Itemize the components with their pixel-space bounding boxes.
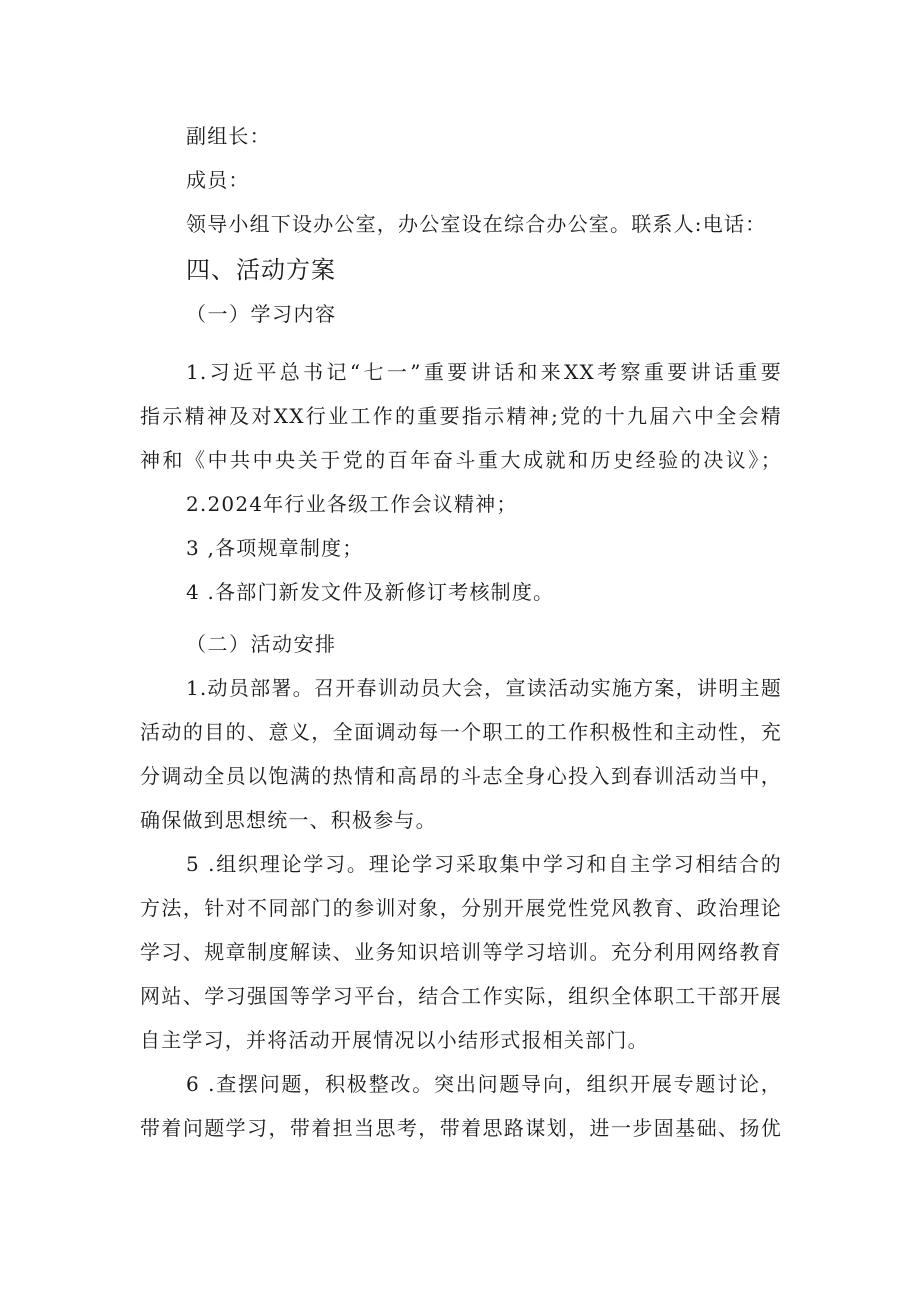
subsection-heading: （一）学习内容 [186,302,337,326]
office-line: 领导小组下设办公室，办公室设在综合办公室。联系人:电话： [186,212,767,236]
subsection-heading: （二）活动安排 [186,632,337,656]
paragraph-line: 方法，针对不同部门的参训对象，分别开展党性党风教育、政治理论 [140,896,782,920]
paragraph-line: 网站、学习强国等学习平台，结合工作实际，组织全体职工干部开展 [140,984,782,1008]
paragraph-line: 自主学习，并将活动开展情况以小结形式报相关部门。 [140,1028,649,1052]
list-item: 4 .各部门新发文件及新修订考核制度。 [186,580,555,604]
paragraph-line: 分调动全员以饱满的热情和高昂的斗志全身心投入到春训活动当中， [140,764,782,788]
paragraph-line: 神和《中共中央关于党的百年奋斗重大成就和历史经验的决议》； [140,448,782,472]
paragraph-line: 确保做到思想统一、积极参与。 [140,808,437,832]
paragraph-line: 6 .查摆问题，积极整改。突出问题导向，组织开展专题讨论， [186,1072,782,1096]
paragraph-line: 带着问题学习，带着担当思考，带着思路谋划，进一步固基础、扬优 [140,1116,782,1140]
paragraph-line: 1.习近平总书记“七一”重要讲话和来XX考察重要讲话重要 [186,360,782,384]
paragraph-line: 指示精神及对XX行业工作的重要指示精神;党的十九届六中全会精 [140,404,782,428]
paragraph-line: 学习、规章制度解读、业务知识培训等学习培训。充分利用网络教育 [140,940,782,964]
list-item: 2.2024年行业各级工作会议精神； [186,492,518,516]
list-item: 3 ,各项规章制度； [186,536,364,560]
members-line: 成员： [186,168,250,192]
paragraph-line: 活动的目的、意义，全面调动每一个职工的工作积极性和主动性，充 [140,720,782,744]
paragraph-line: 1.动员部署。召开春训动员大会，宣读活动实施方案，讲明主题 [186,676,782,700]
deputy-leader-line: 副组长： [186,124,271,148]
paragraph-line: 5 .组织理论学习。理论学习采取集中学习和自主学习相结合的 [186,852,782,876]
section-heading: 四、活动方案 [186,256,336,284]
